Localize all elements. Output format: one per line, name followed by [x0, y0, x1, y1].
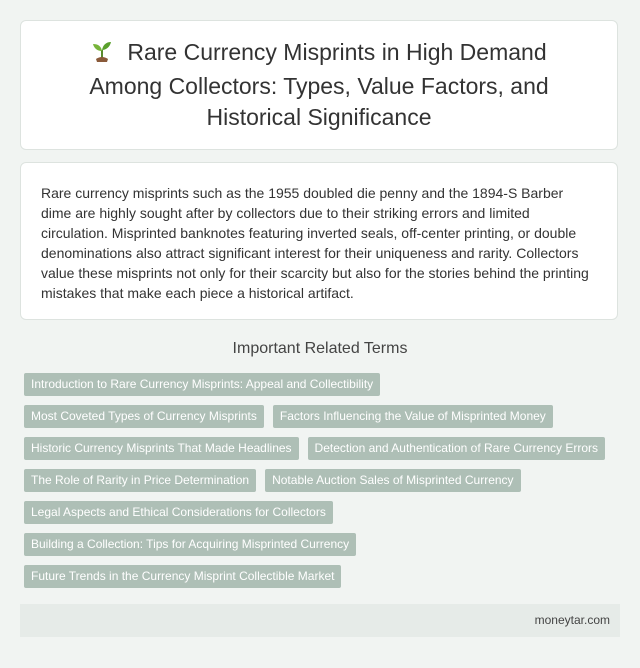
related-terms-row	[24, 437, 624, 460]
related-term-tag[interactable]: Historic Currency Misprints That Made Headlines	[24, 437, 299, 460]
page-title-text: Rare Currency Misprints in High Demand Among Collectors: Types, Value Factors, and Historical Significance	[89, 39, 549, 130]
related-terms-row	[24, 405, 624, 428]
page-title	[21, 37, 617, 133]
related-term-tag[interactable]: Future Trends in the Currency Misprint Collectible Market	[24, 565, 341, 588]
related-terms-row	[24, 565, 624, 588]
related-terms-list	[24, 373, 624, 597]
related-term-tag[interactable]: Factors Influencing the Value of Misprinted Money	[273, 405, 553, 428]
seedling-icon	[91, 39, 113, 71]
footer-site-link[interactable]: moneytar.com	[534, 613, 610, 627]
summary-text: Rare currency misprints such as the 1955 doubled die penny and the 1894-S Barber dime are highly sought after by collectors due to their striking errors and limited circulation. Misprinted banknotes featuring inverted seals, off-center printing, or double denominations also attract significant interest for their uniqueness and rarity. Collectors value these misprints not only for their scarcity but also for the stories behind the printing mistakes that make each piece a historical artifact.	[41, 185, 589, 301]
related-terms-row	[24, 469, 624, 492]
related-term-tag[interactable]: Introduction to Rare Currency Misprints: Appeal and Collectibility	[24, 373, 380, 396]
related-terms-row	[24, 533, 624, 556]
related-term-tag[interactable]: Notable Auction Sales of Misprinted Currency	[265, 469, 520, 492]
related-terms-row	[24, 501, 624, 524]
related-term-tag[interactable]: The Role of Rarity in Price Determination	[24, 469, 256, 492]
title-card	[20, 20, 618, 150]
footer	[20, 604, 620, 637]
related-term-tag[interactable]: Detection and Authentication of Rare Currency Errors	[308, 437, 605, 460]
related-term-tag[interactable]: Building a Collection: Tips for Acquiring Misprinted Currency	[24, 533, 356, 556]
related-term-tag[interactable]: Legal Aspects and Ethical Considerations for Collectors	[24, 501, 333, 524]
summary-card	[20, 162, 618, 320]
related-terms-row	[24, 373, 624, 396]
related-terms-heading: Important Related Terms	[232, 340, 408, 357]
related-term-tag[interactable]: Most Coveted Types of Currency Misprints	[24, 405, 264, 428]
